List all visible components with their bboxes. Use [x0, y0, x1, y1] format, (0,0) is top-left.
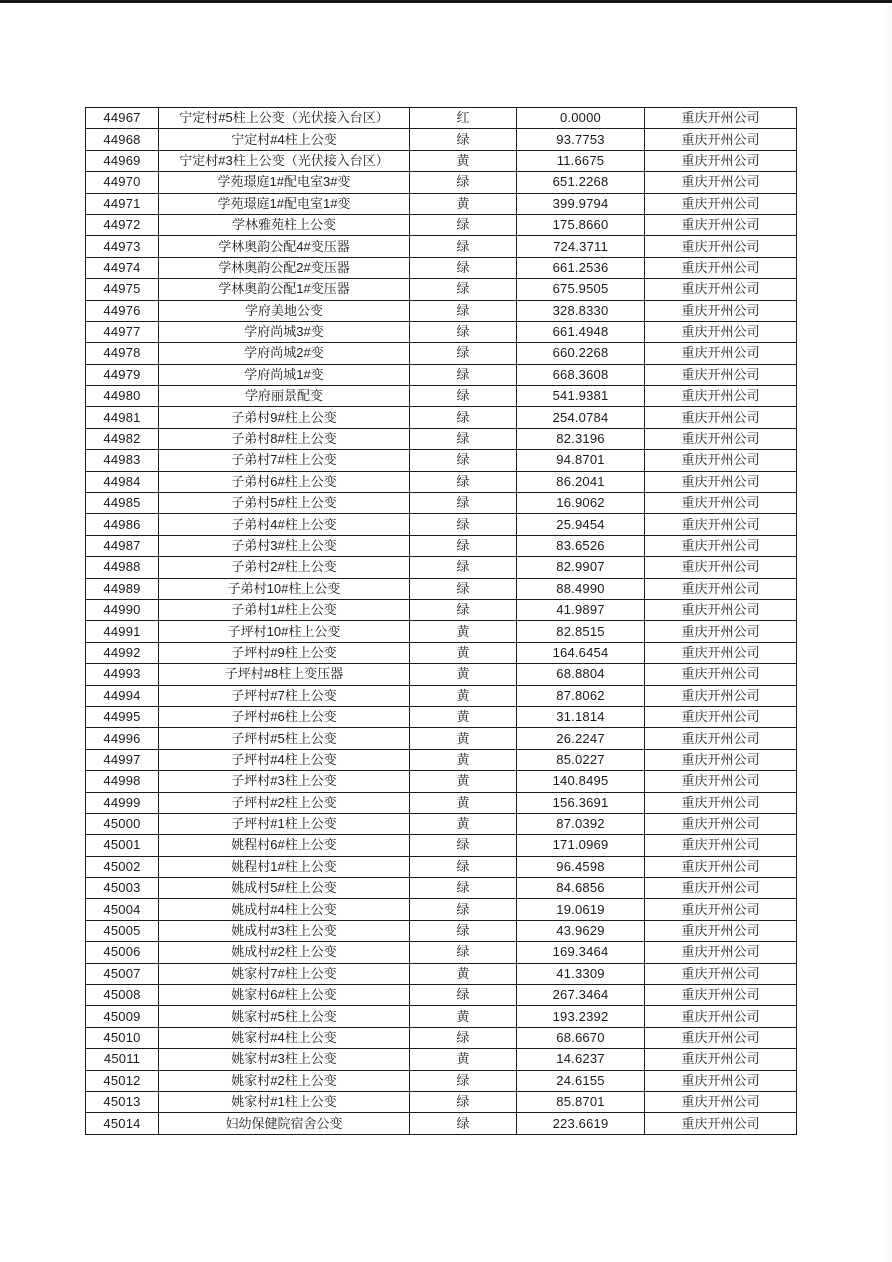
cell-status: 绿 — [410, 386, 517, 407]
cell-name: 子弟村5#柱上公变 — [159, 493, 410, 514]
cell-company: 重庆开州公司 — [645, 364, 797, 385]
cell-id: 44978 — [86, 343, 159, 364]
cell-value: 41.9897 — [517, 599, 645, 620]
cell-name: 学苑璟庭1#配电室1#变 — [159, 193, 410, 214]
cell-company: 重庆开州公司 — [645, 193, 797, 214]
cell-value: 85.8701 — [517, 1091, 645, 1112]
cell-name: 姚成村#4柱上公变 — [159, 899, 410, 920]
page-right-edge-shade — [884, 0, 892, 1262]
cell-status: 绿 — [410, 985, 517, 1006]
cell-value: 88.4990 — [517, 578, 645, 599]
cell-company: 重庆开州公司 — [645, 578, 797, 599]
cell-id: 44996 — [86, 728, 159, 749]
cell-value: 399.9794 — [517, 193, 645, 214]
cell-company: 重庆开州公司 — [645, 236, 797, 257]
cell-value: 660.2268 — [517, 343, 645, 364]
cell-name: 姚成村#2柱上公变 — [159, 942, 410, 963]
cell-status: 绿 — [410, 878, 517, 899]
cell-name: 子弟村9#柱上公变 — [159, 407, 410, 428]
table-row — [86, 621, 797, 642]
table-row — [86, 1113, 797, 1134]
table-row — [86, 514, 797, 535]
cell-company: 重庆开州公司 — [645, 214, 797, 235]
cell-company: 重庆开州公司 — [645, 172, 797, 193]
cell-company: 重庆开州公司 — [645, 706, 797, 727]
cell-value: 85.0227 — [517, 749, 645, 770]
cell-company: 重庆开州公司 — [645, 749, 797, 770]
cell-id: 45000 — [86, 813, 159, 834]
cell-id: 44980 — [86, 386, 159, 407]
cell-company: 重庆开州公司 — [645, 942, 797, 963]
cell-name: 姚家村#2柱上公变 — [159, 1070, 410, 1091]
cell-name: 学府丽景配变 — [159, 386, 410, 407]
cell-value: 43.9629 — [517, 920, 645, 941]
cell-id: 44989 — [86, 578, 159, 599]
cell-company: 重庆开州公司 — [645, 1049, 797, 1070]
cell-name: 子坪村10#柱上公变 — [159, 621, 410, 642]
cell-status: 绿 — [410, 300, 517, 321]
cell-status: 黄 — [410, 621, 517, 642]
table-row — [86, 257, 797, 278]
cell-status: 黄 — [410, 813, 517, 834]
cell-value: 87.0392 — [517, 813, 645, 834]
cell-name: 子坪村#6柱上公变 — [159, 706, 410, 727]
table-row — [86, 599, 797, 620]
cell-company: 重庆开州公司 — [645, 685, 797, 706]
cell-value: 0.0000 — [517, 108, 645, 129]
cell-status: 黄 — [410, 792, 517, 813]
cell-value: 83.6526 — [517, 535, 645, 556]
cell-value: 661.4948 — [517, 321, 645, 342]
table-row — [86, 428, 797, 449]
table-row — [86, 1027, 797, 1048]
cell-value: 68.6670 — [517, 1027, 645, 1048]
table-row — [86, 108, 797, 129]
cell-company: 重庆开州公司 — [645, 450, 797, 471]
cell-name: 学林奥韵公配2#变压器 — [159, 257, 410, 278]
cell-id: 44973 — [86, 236, 159, 257]
cell-name: 姚家村#3柱上公变 — [159, 1049, 410, 1070]
cell-name: 姚成村5#柱上公变 — [159, 878, 410, 899]
cell-value: 82.9907 — [517, 557, 645, 578]
cell-company: 重庆开州公司 — [645, 835, 797, 856]
cell-company: 重庆开州公司 — [645, 279, 797, 300]
table-row — [86, 642, 797, 663]
cell-company: 重庆开州公司 — [645, 856, 797, 877]
cell-name: 子坪村#9柱上公变 — [159, 642, 410, 663]
cell-company: 重庆开州公司 — [645, 257, 797, 278]
table-row — [86, 386, 797, 407]
cell-status: 绿 — [410, 493, 517, 514]
table-row — [86, 236, 797, 257]
cell-status: 绿 — [410, 1091, 517, 1112]
cell-status: 黄 — [410, 1049, 517, 1070]
cell-name: 子弟村8#柱上公变 — [159, 428, 410, 449]
cell-id: 44991 — [86, 621, 159, 642]
table-row — [86, 920, 797, 941]
cell-company: 重庆开州公司 — [645, 535, 797, 556]
cell-name: 宁定村#3柱上公变（光伏接入台区） — [159, 150, 410, 171]
cell-value: 87.8062 — [517, 685, 645, 706]
cell-value: 140.8495 — [517, 771, 645, 792]
cell-company: 重庆开州公司 — [645, 321, 797, 342]
cell-company: 重庆开州公司 — [645, 150, 797, 171]
cell-company: 重庆开州公司 — [645, 493, 797, 514]
table-row — [86, 364, 797, 385]
cell-company: 重庆开州公司 — [645, 792, 797, 813]
cell-status: 绿 — [410, 428, 517, 449]
table-row — [86, 878, 797, 899]
cell-id: 45013 — [86, 1091, 159, 1112]
cell-status: 绿 — [410, 578, 517, 599]
cell-company: 重庆开州公司 — [645, 1091, 797, 1112]
cell-name: 学林奥韵公配4#变压器 — [159, 236, 410, 257]
cell-id: 45011 — [86, 1049, 159, 1070]
table-row — [86, 450, 797, 471]
cell-id: 44971 — [86, 193, 159, 214]
cell-id: 44997 — [86, 749, 159, 770]
cell-id: 44992 — [86, 642, 159, 663]
cell-status: 黄 — [410, 771, 517, 792]
cell-status: 黄 — [410, 193, 517, 214]
cell-name: 学林奥韵公配1#变压器 — [159, 279, 410, 300]
cell-value: 193.2392 — [517, 1006, 645, 1027]
table-row — [86, 963, 797, 984]
cell-id: 44998 — [86, 771, 159, 792]
table-row — [86, 279, 797, 300]
table-row — [86, 835, 797, 856]
cell-id: 44982 — [86, 428, 159, 449]
table-row — [86, 728, 797, 749]
cell-id: 44986 — [86, 514, 159, 535]
cell-status: 黄 — [410, 963, 517, 984]
cell-company: 重庆开州公司 — [645, 514, 797, 535]
cell-value: 41.3309 — [517, 963, 645, 984]
cell-company: 重庆开州公司 — [645, 1070, 797, 1091]
cell-id: 44984 — [86, 471, 159, 492]
cell-status: 绿 — [410, 279, 517, 300]
cell-value: 82.3196 — [517, 428, 645, 449]
cell-id: 44968 — [86, 129, 159, 150]
cell-status: 绿 — [410, 514, 517, 535]
cell-company: 重庆开州公司 — [645, 728, 797, 749]
cell-status: 绿 — [410, 1070, 517, 1091]
cell-value: 675.9505 — [517, 279, 645, 300]
cell-name: 子弟村2#柱上公变 — [159, 557, 410, 578]
cell-name: 姚成村#3柱上公变 — [159, 920, 410, 941]
cell-status: 绿 — [410, 257, 517, 278]
cell-name: 姚程村1#柱上公变 — [159, 856, 410, 877]
cell-name: 姚程村6#柱上公变 — [159, 835, 410, 856]
cell-value: 84.6856 — [517, 878, 645, 899]
cell-status: 绿 — [410, 236, 517, 257]
cell-id: 44985 — [86, 493, 159, 514]
table-row — [86, 129, 797, 150]
cell-id: 44972 — [86, 214, 159, 235]
cell-status: 黄 — [410, 1006, 517, 1027]
cell-company: 重庆开州公司 — [645, 920, 797, 941]
table-row — [86, 557, 797, 578]
cell-status: 绿 — [410, 1027, 517, 1048]
cell-status: 黄 — [410, 706, 517, 727]
cell-value: 541.9381 — [517, 386, 645, 407]
transformer-table — [85, 107, 797, 1135]
cell-value: 16.9062 — [517, 493, 645, 514]
cell-status: 绿 — [410, 450, 517, 471]
cell-name: 学林雅苑柱上公变 — [159, 214, 410, 235]
cell-id: 44974 — [86, 257, 159, 278]
cell-name: 学府尚城3#变 — [159, 321, 410, 342]
cell-value: 169.3464 — [517, 942, 645, 963]
cell-id: 44994 — [86, 685, 159, 706]
cell-status: 绿 — [410, 214, 517, 235]
cell-id: 45001 — [86, 835, 159, 856]
cell-status: 绿 — [410, 407, 517, 428]
cell-name: 学府尚城2#变 — [159, 343, 410, 364]
cell-name: 姚家村6#柱上公变 — [159, 985, 410, 1006]
cell-company: 重庆开州公司 — [645, 1006, 797, 1027]
cell-company: 重庆开州公司 — [645, 878, 797, 899]
cell-value: 328.8330 — [517, 300, 645, 321]
cell-company: 重庆开州公司 — [645, 621, 797, 642]
cell-company: 重庆开州公司 — [645, 343, 797, 364]
cell-status: 绿 — [410, 1113, 517, 1134]
cell-id: 45008 — [86, 985, 159, 1006]
cell-status: 绿 — [410, 920, 517, 941]
cell-company: 重庆开州公司 — [645, 557, 797, 578]
cell-name: 宁定村#5柱上公变（光伏接入台区） — [159, 108, 410, 129]
cell-value: 19.0619 — [517, 899, 645, 920]
transformer-table-body — [86, 108, 797, 1135]
cell-company: 重庆开州公司 — [645, 108, 797, 129]
cell-name: 子弟村10#柱上公变 — [159, 578, 410, 599]
cell-id: 44987 — [86, 535, 159, 556]
cell-status: 绿 — [410, 471, 517, 492]
table-row — [86, 942, 797, 963]
cell-value: 156.3691 — [517, 792, 645, 813]
cell-status: 绿 — [410, 129, 517, 150]
cell-status: 绿 — [410, 835, 517, 856]
cell-status: 黄 — [410, 685, 517, 706]
table-row — [86, 899, 797, 920]
table-row — [86, 493, 797, 514]
cell-company: 重庆开州公司 — [645, 1113, 797, 1134]
table-row — [86, 321, 797, 342]
cell-value: 11.6675 — [517, 150, 645, 171]
cell-id: 44969 — [86, 150, 159, 171]
cell-name: 子坪村#8柱上变压器 — [159, 664, 410, 685]
table-row — [86, 856, 797, 877]
cell-id: 45009 — [86, 1006, 159, 1027]
table-row — [86, 664, 797, 685]
cell-company: 重庆开州公司 — [645, 963, 797, 984]
cell-name: 宁定村#4柱上公变 — [159, 129, 410, 150]
cell-company: 重庆开州公司 — [645, 599, 797, 620]
cell-id: 45006 — [86, 942, 159, 963]
cell-name: 姚家村#5柱上公变 — [159, 1006, 410, 1027]
cell-value: 93.7753 — [517, 129, 645, 150]
table-row — [86, 792, 797, 813]
cell-value: 68.8804 — [517, 664, 645, 685]
cell-id: 44988 — [86, 557, 159, 578]
table-row — [86, 150, 797, 171]
cell-name: 子弟村6#柱上公变 — [159, 471, 410, 492]
table-row — [86, 471, 797, 492]
table-row — [86, 706, 797, 727]
cell-name: 子坪村#2柱上公变 — [159, 792, 410, 813]
cell-name: 子坪村#4柱上公变 — [159, 749, 410, 770]
cell-id: 44983 — [86, 450, 159, 471]
cell-id: 44967 — [86, 108, 159, 129]
cell-name: 子坪村#3柱上公变 — [159, 771, 410, 792]
cell-id: 44993 — [86, 664, 159, 685]
cell-id: 44979 — [86, 364, 159, 385]
cell-id: 44981 — [86, 407, 159, 428]
cell-value: 254.0784 — [517, 407, 645, 428]
cell-value: 668.3608 — [517, 364, 645, 385]
cell-id: 44990 — [86, 599, 159, 620]
cell-name: 子弟村7#柱上公变 — [159, 450, 410, 471]
cell-name: 姚家村7#柱上公变 — [159, 963, 410, 984]
cell-value: 94.8701 — [517, 450, 645, 471]
cell-value: 651.2268 — [517, 172, 645, 193]
cell-value: 267.3464 — [517, 985, 645, 1006]
cell-company: 重庆开州公司 — [645, 428, 797, 449]
cell-value: 86.2041 — [517, 471, 645, 492]
cell-id: 44976 — [86, 300, 159, 321]
page-top-edge-bar — [0, 0, 892, 3]
table-row — [86, 407, 797, 428]
cell-company: 重庆开州公司 — [645, 664, 797, 685]
cell-status: 绿 — [410, 856, 517, 877]
cell-status: 黄 — [410, 728, 517, 749]
cell-value: 31.1814 — [517, 706, 645, 727]
cell-status: 黄 — [410, 150, 517, 171]
cell-name: 子弟村4#柱上公变 — [159, 514, 410, 535]
table-row — [86, 771, 797, 792]
cell-status: 绿 — [410, 599, 517, 620]
cell-id: 45005 — [86, 920, 159, 941]
table-row — [86, 172, 797, 193]
table-row — [86, 1091, 797, 1112]
cell-id: 45010 — [86, 1027, 159, 1048]
cell-name: 妇幼保健院宿舍公变 — [159, 1113, 410, 1134]
cell-name: 学府美地公变 — [159, 300, 410, 321]
table-row — [86, 193, 797, 214]
cell-company: 重庆开州公司 — [645, 1027, 797, 1048]
cell-name: 学府尚城1#变 — [159, 364, 410, 385]
table-row — [86, 1070, 797, 1091]
cell-value: 14.6237 — [517, 1049, 645, 1070]
cell-id: 45014 — [86, 1113, 159, 1134]
cell-name: 姚家村#1柱上公变 — [159, 1091, 410, 1112]
cell-status: 绿 — [410, 899, 517, 920]
transformer-table-container — [85, 107, 797, 1135]
cell-company: 重庆开州公司 — [645, 129, 797, 150]
table-row — [86, 1049, 797, 1070]
cell-status: 绿 — [410, 172, 517, 193]
table-row — [86, 1006, 797, 1027]
table-row — [86, 749, 797, 770]
cell-status: 黄 — [410, 749, 517, 770]
cell-id: 44999 — [86, 792, 159, 813]
cell-status: 红 — [410, 108, 517, 129]
cell-value: 24.6155 — [517, 1070, 645, 1091]
cell-company: 重庆开州公司 — [645, 300, 797, 321]
cell-value: 661.2536 — [517, 257, 645, 278]
cell-company: 重庆开州公司 — [645, 899, 797, 920]
cell-id: 45007 — [86, 963, 159, 984]
cell-company: 重庆开州公司 — [645, 771, 797, 792]
cell-name: 姚家村#4柱上公变 — [159, 1027, 410, 1048]
cell-company: 重庆开州公司 — [645, 985, 797, 1006]
cell-status: 绿 — [410, 557, 517, 578]
cell-id: 44977 — [86, 321, 159, 342]
table-row — [86, 214, 797, 235]
cell-id: 44975 — [86, 279, 159, 300]
table-row — [86, 300, 797, 321]
cell-value: 82.8515 — [517, 621, 645, 642]
cell-company: 重庆开州公司 — [645, 407, 797, 428]
table-row — [86, 578, 797, 599]
cell-name: 子坪村#7柱上公变 — [159, 685, 410, 706]
table-row — [86, 813, 797, 834]
cell-status: 绿 — [410, 321, 517, 342]
table-row — [86, 685, 797, 706]
cell-id: 45012 — [86, 1070, 159, 1091]
cell-name: 子弟村3#柱上公变 — [159, 535, 410, 556]
cell-name: 学苑璟庭1#配电室3#变 — [159, 172, 410, 193]
table-row — [86, 985, 797, 1006]
cell-value: 724.3711 — [517, 236, 645, 257]
table-row — [86, 343, 797, 364]
cell-status: 黄 — [410, 642, 517, 663]
cell-id: 45002 — [86, 856, 159, 877]
cell-value: 26.2247 — [517, 728, 645, 749]
cell-status: 绿 — [410, 343, 517, 364]
cell-status: 黄 — [410, 664, 517, 685]
cell-status: 绿 — [410, 535, 517, 556]
cell-status: 绿 — [410, 942, 517, 963]
cell-name: 子弟村1#柱上公变 — [159, 599, 410, 620]
cell-value: 164.6454 — [517, 642, 645, 663]
cell-value: 171.0969 — [517, 835, 645, 856]
cell-id: 44970 — [86, 172, 159, 193]
cell-value: 175.8660 — [517, 214, 645, 235]
cell-value: 223.6619 — [517, 1113, 645, 1134]
cell-value: 96.4598 — [517, 856, 645, 877]
cell-company: 重庆开州公司 — [645, 386, 797, 407]
cell-name: 子坪村#5柱上公变 — [159, 728, 410, 749]
cell-status: 绿 — [410, 364, 517, 385]
cell-id: 45003 — [86, 878, 159, 899]
cell-name: 子坪村#1柱上公变 — [159, 813, 410, 834]
cell-id: 45004 — [86, 899, 159, 920]
cell-id: 44995 — [86, 706, 159, 727]
cell-company: 重庆开州公司 — [645, 471, 797, 492]
cell-company: 重庆开州公司 — [645, 642, 797, 663]
cell-value: 25.9454 — [517, 514, 645, 535]
table-row — [86, 535, 797, 556]
cell-company: 重庆开州公司 — [645, 813, 797, 834]
